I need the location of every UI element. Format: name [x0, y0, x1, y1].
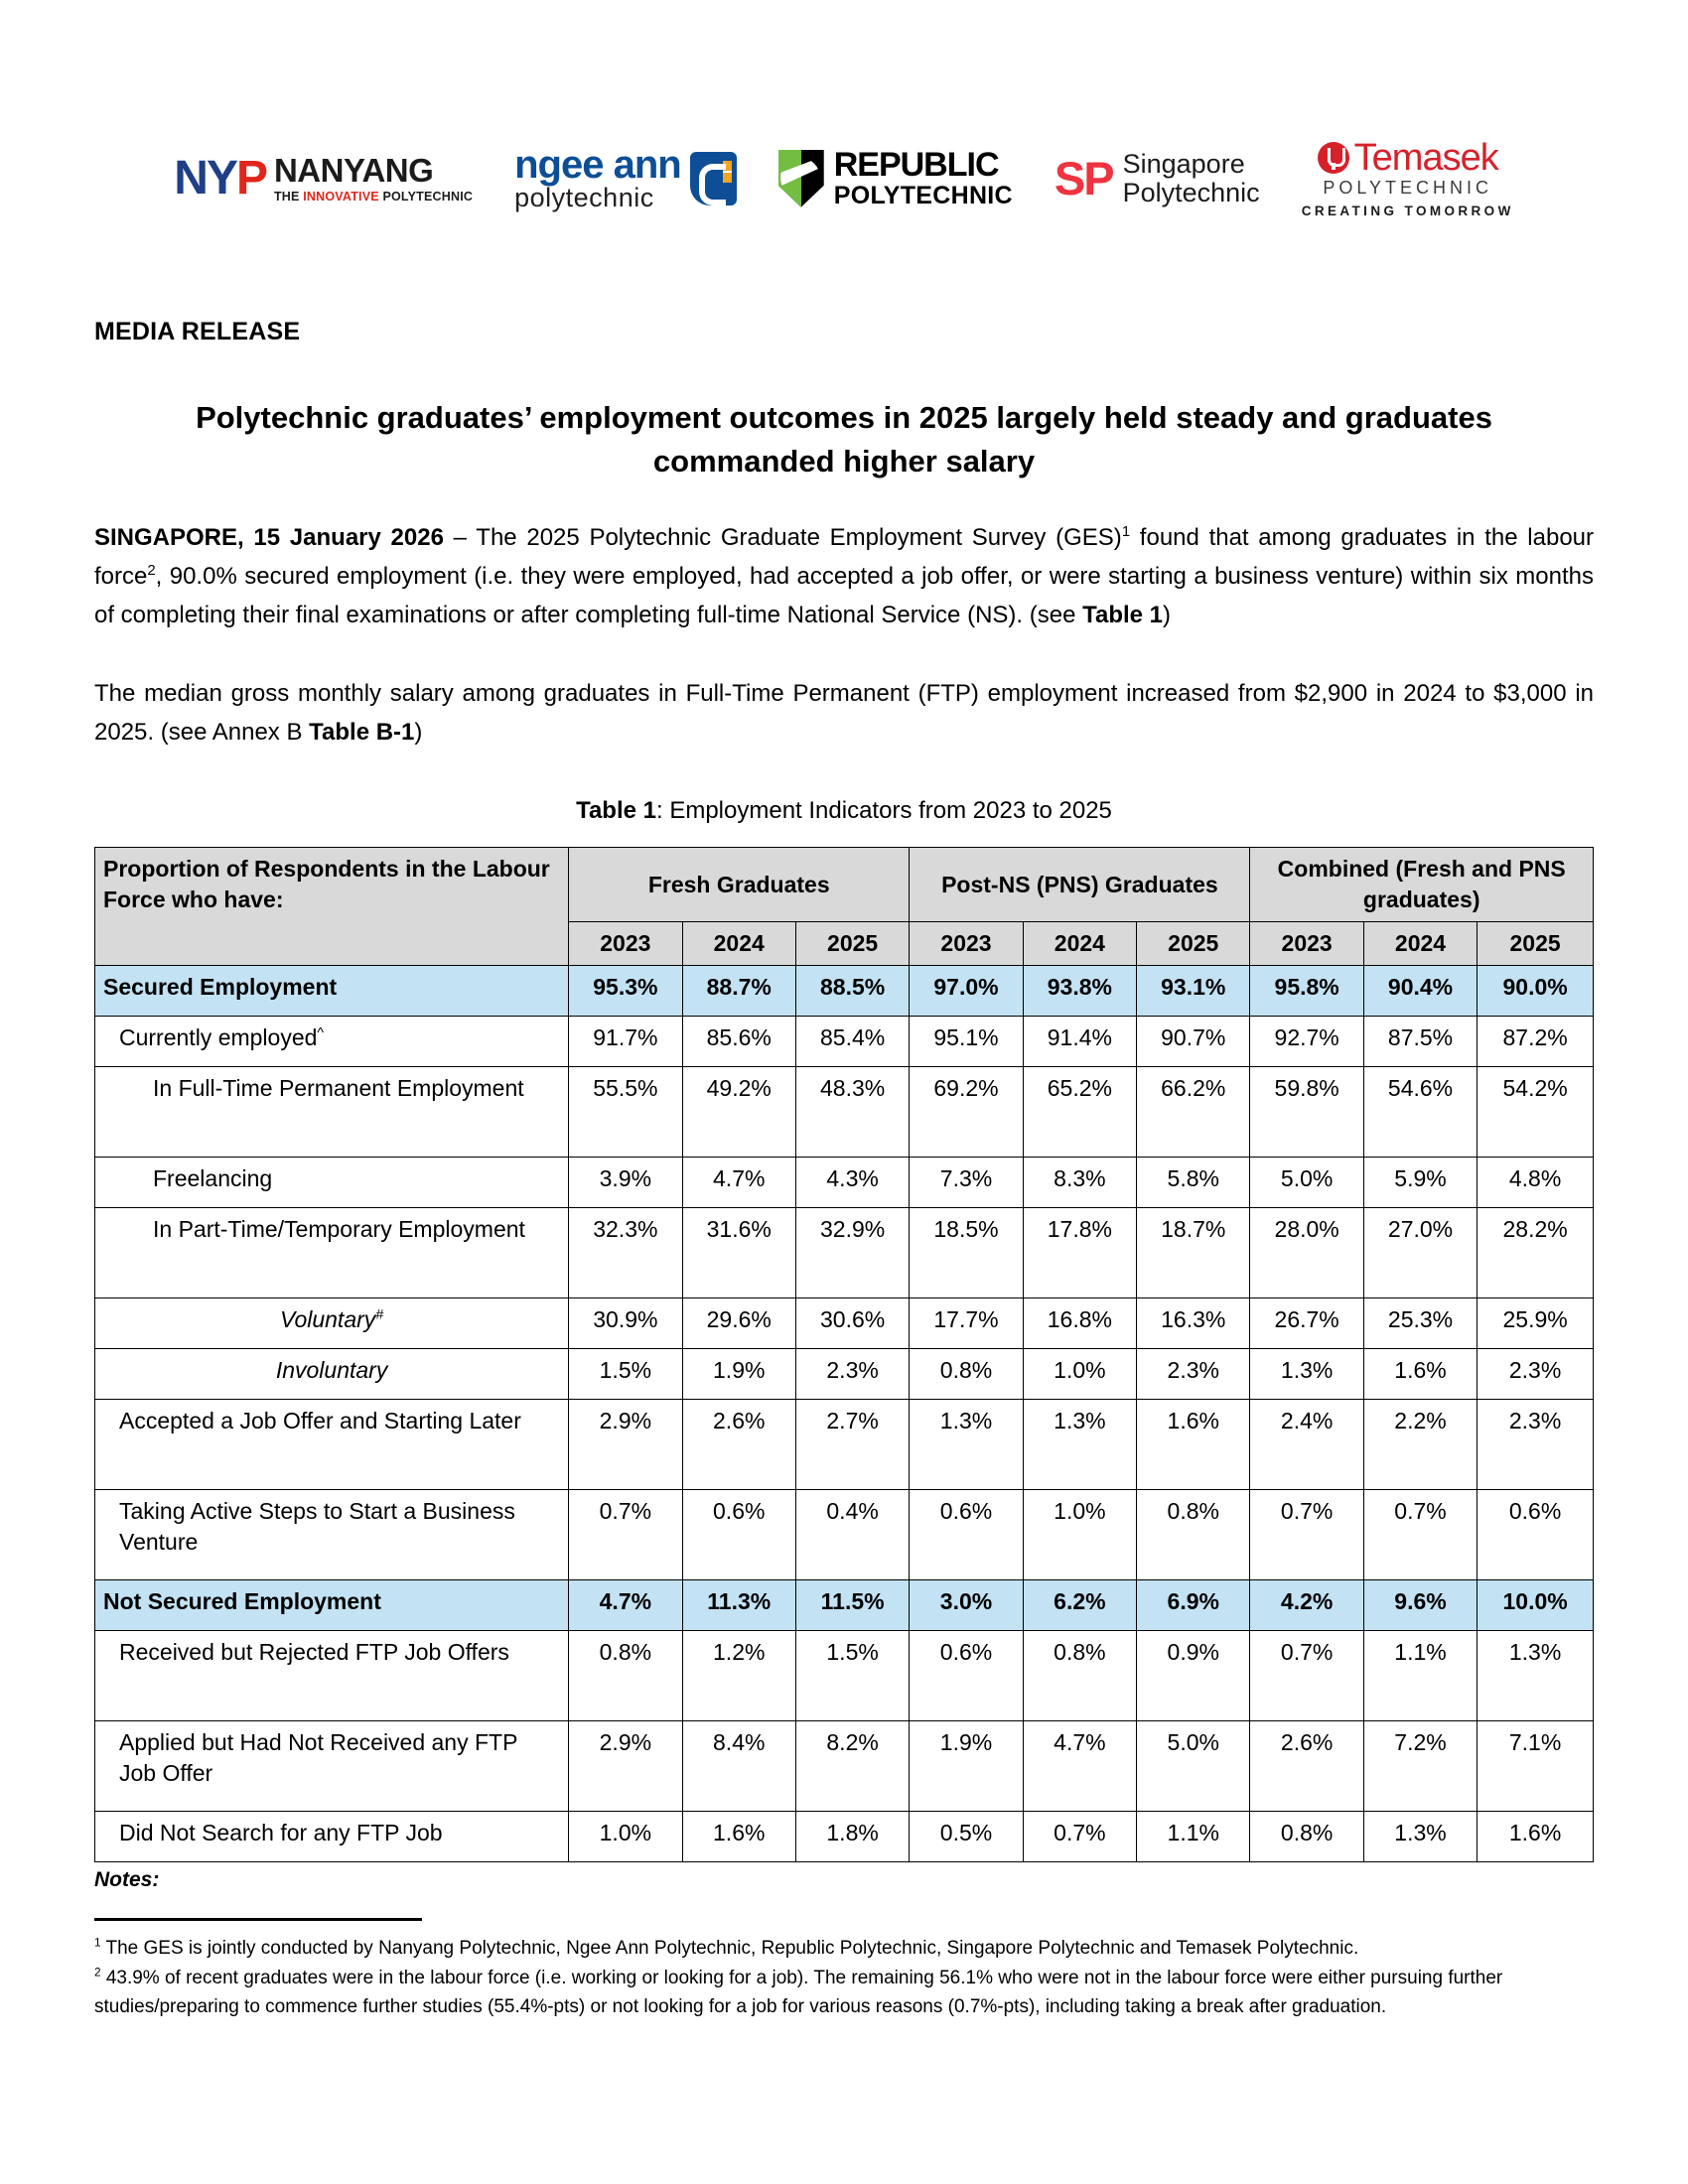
data-cell: 92.7%	[1250, 1016, 1363, 1066]
nyp-tagline: THE INNOVATIVE POLYTECHNIC	[273, 189, 474, 204]
table-row	[95, 1297, 1594, 1348]
data-cell: 2.4%	[1250, 1399, 1363, 1489]
data-cell: 1.9%	[682, 1348, 795, 1399]
data-cell: 90.7%	[1137, 1016, 1250, 1066]
data-cell: 5.0%	[1250, 1157, 1363, 1207]
data-cell: 87.5%	[1363, 1016, 1477, 1066]
data-cell: 1.3%	[1477, 1630, 1594, 1720]
ngee-ann-subwordmark: polytechnic	[514, 182, 654, 212]
table-row	[95, 1399, 1594, 1489]
row-label: Involuntary	[95, 1348, 569, 1399]
data-cell: 29.6%	[682, 1297, 795, 1348]
data-cell: 0.8%	[910, 1348, 1023, 1399]
data-cell: 2.9%	[569, 1720, 682, 1811]
table-row	[95, 1207, 1594, 1297]
data-cell: 1.5%	[569, 1348, 682, 1399]
data-cell: 66.2%	[1137, 1066, 1250, 1157]
footnote-ref-1: 1	[1121, 524, 1131, 541]
data-cell: 26.7%	[1250, 1297, 1363, 1348]
data-cell: 17.7%	[910, 1297, 1023, 1348]
republic-polytechnic-logo	[778, 148, 1013, 208]
data-cell: 0.4%	[795, 1489, 909, 1579]
employment-indicators-table	[94, 847, 1594, 1861]
group-header-fresh: Fresh Graduates	[569, 848, 910, 922]
data-cell: 91.4%	[1023, 1016, 1136, 1066]
data-cell: 16.8%	[1023, 1297, 1136, 1348]
data-cell: 1.0%	[1023, 1348, 1136, 1399]
group-header-pns: Post-NS (PNS) Graduates	[910, 848, 1250, 922]
row-label: Accepted a Job Offer and Starting Later	[95, 1399, 569, 1489]
data-cell: 2.9%	[569, 1399, 682, 1489]
polytechnic-logos-row	[0, 139, 1688, 218]
data-cell: 91.7%	[569, 1016, 682, 1066]
sp-monogram-icon: SP	[1054, 152, 1113, 205]
data-cell: 69.2%	[910, 1066, 1023, 1157]
temasek-wordmark: Temasek	[1353, 137, 1498, 179]
data-cell: 1.6%	[682, 1811, 795, 1861]
data-cell: 0.8%	[569, 1630, 682, 1720]
group-header-combined: Combined (Fresh and PNS graduates)	[1250, 848, 1594, 922]
stub-header: Proportion of Respondents in the Labour Force who have:	[95, 848, 569, 965]
data-cell: 6.2%	[1023, 1579, 1136, 1630]
row-label: Taking Active Steps to Start a Business Venture	[95, 1489, 569, 1579]
data-cell: 5.9%	[1363, 1157, 1477, 1207]
data-cell: 10.0%	[1477, 1579, 1594, 1630]
data-cell: 0.8%	[1137, 1489, 1250, 1579]
data-cell: 16.3%	[1137, 1297, 1250, 1348]
data-cell: 7.2%	[1363, 1720, 1477, 1811]
data-cell: 9.6%	[1363, 1579, 1477, 1630]
year-header: 2023	[910, 922, 1023, 966]
data-cell: 2.3%	[795, 1348, 909, 1399]
row-label: Did Not Search for any FTP Job	[95, 1811, 569, 1861]
data-cell: 2.6%	[1250, 1720, 1363, 1811]
page-title: Polytechnic graduates’ employment outcomes in 2025 largely held steady and graduates commanded higher salary	[196, 400, 1492, 479]
data-cell: 1.3%	[910, 1399, 1023, 1489]
data-cell: 2.3%	[1477, 1399, 1594, 1489]
table-row	[95, 1811, 1594, 1861]
temasek-tagline: CREATING TOMORROW	[1301, 203, 1514, 218]
republic-wordmark: REPUBLIC	[833, 146, 999, 185]
data-cell: 0.6%	[682, 1489, 795, 1579]
data-cell: 25.9%	[1477, 1297, 1594, 1348]
document-body	[94, 318, 1594, 2023]
data-cell: 4.7%	[1023, 1720, 1136, 1811]
data-cell: 25.3%	[1363, 1297, 1477, 1348]
year-header: 2025	[1477, 922, 1594, 966]
row-label: Currently employed^	[95, 1016, 569, 1066]
republic-shield-icon	[778, 150, 824, 207]
data-cell: 85.4%	[795, 1016, 909, 1066]
row-label: Voluntary#	[95, 1297, 569, 1348]
footnote-ref-2: 2	[147, 562, 156, 579]
data-cell: 8.4%	[682, 1720, 795, 1811]
data-cell: 8.2%	[795, 1720, 909, 1811]
data-cell: 2.2%	[1363, 1399, 1477, 1489]
data-cell: 87.2%	[1477, 1016, 1594, 1066]
row-label: In Part-Time/Temporary Employment	[95, 1207, 569, 1297]
table1-reference: Table 1	[1082, 601, 1164, 628]
data-cell: 2.3%	[1137, 1348, 1250, 1399]
table-row	[95, 1489, 1594, 1579]
data-cell: 2.7%	[795, 1399, 909, 1489]
data-cell: 6.9%	[1137, 1579, 1250, 1630]
data-cell: 0.7%	[1023, 1811, 1136, 1861]
data-cell: 7.1%	[1477, 1720, 1594, 1811]
data-cell: 48.3%	[795, 1066, 909, 1157]
data-cell: 2.3%	[1477, 1348, 1594, 1399]
year-header: 2025	[1137, 922, 1250, 966]
data-cell: 90.0%	[1477, 965, 1594, 1016]
table-head	[95, 848, 1594, 965]
data-cell: 0.5%	[910, 1811, 1023, 1861]
data-cell: 27.0%	[1363, 1207, 1477, 1297]
data-cell: 32.3%	[569, 1207, 682, 1297]
sp-wordmark-line2: Polytechnic	[1122, 177, 1260, 207]
data-cell: 0.9%	[1137, 1630, 1250, 1720]
data-cell: 7.3%	[910, 1157, 1023, 1207]
data-cell: 1.6%	[1137, 1399, 1250, 1489]
data-cell: 0.6%	[1477, 1489, 1594, 1579]
sp-wordmark-line1: Singapore	[1122, 148, 1245, 179]
temasek-seal-icon	[1318, 142, 1349, 174]
data-cell: 1.0%	[1023, 1489, 1136, 1579]
data-cell: 1.3%	[1023, 1399, 1136, 1489]
ngee-ann-badge-icon	[690, 152, 737, 205]
row-label: Not Secured Employment	[95, 1579, 569, 1630]
data-cell: 1.1%	[1137, 1811, 1250, 1861]
salary-paragraph: The median gross monthly salary among graduates in Full-Time Permanent (FTP) employment increased from $2,900 in 2024 to $3,000 in 2025. (see Annex B Table B-1)	[94, 679, 1594, 746]
year-header: 2023	[569, 922, 682, 966]
data-cell: 1.3%	[1250, 1348, 1363, 1399]
data-cell: 4.3%	[795, 1157, 909, 1207]
row-label: Applied but Had Not Received any FTP Job Offer	[95, 1720, 569, 1811]
data-cell: 1.1%	[1363, 1630, 1477, 1720]
ngee-ann-wordmark: ngee ann	[514, 142, 681, 187]
temasek-subwordmark: POLYTECHNIC	[1323, 178, 1493, 198]
data-cell: 59.8%	[1250, 1066, 1363, 1157]
year-header: 2024	[1363, 922, 1477, 966]
data-cell: 1.6%	[1477, 1811, 1594, 1861]
data-cell: 11.5%	[795, 1579, 909, 1630]
data-cell: 0.6%	[910, 1630, 1023, 1720]
data-cell: 0.7%	[1250, 1630, 1363, 1720]
nyp-wordmark: NANYANG	[273, 151, 434, 189]
data-cell: 49.2%	[682, 1066, 795, 1157]
data-cell: 65.2%	[1023, 1066, 1136, 1157]
data-cell: 30.9%	[569, 1297, 682, 1348]
nyp-monogram-icon: NYP	[174, 151, 266, 205]
data-cell: 90.4%	[1363, 965, 1477, 1016]
table-row	[95, 1348, 1594, 1399]
ngee-ann-polytechnic-logo	[514, 142, 737, 212]
table-row	[95, 1579, 1594, 1630]
data-cell: 0.8%	[1023, 1630, 1136, 1720]
data-cell: 5.0%	[1137, 1720, 1250, 1811]
year-header: 2023	[1250, 922, 1363, 966]
data-cell: 18.7%	[1137, 1207, 1250, 1297]
data-cell: 4.2%	[1250, 1579, 1363, 1630]
year-header: 2025	[795, 922, 909, 966]
row-label: Secured Employment	[95, 965, 569, 1016]
table-group-header-row	[95, 848, 1594, 922]
data-cell: 4.8%	[1477, 1157, 1594, 1207]
data-cell: 3.0%	[910, 1579, 1023, 1630]
data-cell: 0.7%	[1363, 1489, 1477, 1579]
nanyang-polytechnic-logo	[174, 151, 474, 205]
data-cell: 4.7%	[682, 1157, 795, 1207]
row-label: In Full-Time Permanent Employment	[95, 1066, 569, 1157]
data-cell: 28.2%	[1477, 1207, 1594, 1297]
data-cell: 17.8%	[1023, 1207, 1136, 1297]
data-cell: 11.3%	[682, 1579, 795, 1630]
data-cell: 93.1%	[1137, 965, 1250, 1016]
temasek-polytechnic-logo	[1302, 139, 1514, 218]
data-cell: 4.7%	[569, 1579, 682, 1630]
notes-label: Notes:	[94, 1867, 160, 1891]
data-cell: 30.6%	[795, 1297, 909, 1348]
intro-paragraph: SINGAPORE, 15 January 2026 – The 2025 Polytechnic Graduate Employment Survey (GES)$^1$ found that among graduates in the labour force$^2$, 90.0% secured employment (i.e. they were employed, had accepted a job offer, or were starting a business venture) within six months of completing their final examinations or after completing full-time National Service (NS). (see Table 1)	[94, 524, 1595, 628]
data-cell: 2.6%	[682, 1399, 795, 1489]
republic-subwordmark: POLYTECHNIC	[833, 182, 1013, 210]
table-body	[95, 965, 1594, 1861]
footnotes	[94, 1935, 1594, 2022]
data-cell: 31.6%	[682, 1207, 795, 1297]
data-cell: 0.6%	[910, 1489, 1023, 1579]
data-cell: 54.6%	[1363, 1066, 1477, 1157]
footnote-2: $^2$ 43.9% of recent graduates were in the labour force (i.e. working or looking for a job). The remaining 56.1% who were not in the labour force were either pursuing further studies/preparing to commence further studies (55.4%-pts) or not looking for a job for various reasons (0.7%-pts), including taking a break after graduation.	[94, 1967, 1503, 2017]
singapore-polytechnic-logo	[1055, 150, 1260, 207]
data-cell: 0.7%	[1250, 1489, 1363, 1579]
dateline: SINGAPORE, 15 January 2026	[94, 524, 444, 552]
data-cell: 28.0%	[1250, 1207, 1363, 1297]
row-label: Received but Rejected FTP Job Offers	[95, 1630, 569, 1720]
year-header: 2024	[1023, 922, 1136, 966]
data-cell: 1.8%	[795, 1811, 909, 1861]
data-cell: 1.3%	[1363, 1811, 1477, 1861]
data-cell: 0.7%	[569, 1489, 682, 1579]
data-cell: 55.5%	[569, 1066, 682, 1157]
data-cell: 93.8%	[1023, 965, 1136, 1016]
data-cell: 95.1%	[910, 1016, 1023, 1066]
table-row	[95, 1720, 1594, 1811]
data-cell: 85.6%	[682, 1016, 795, 1066]
data-cell: 1.0%	[569, 1811, 682, 1861]
data-cell: 88.5%	[795, 965, 909, 1016]
data-cell: 95.3%	[569, 965, 682, 1016]
footnote-1: $^1$ The GES is jointly conducted by Nanyang Polytechnic, Ngee Ann Polytechnic, Republic Polytechnic, Singapore Polytechnic and Temasek Polytechnic.	[94, 1936, 1359, 1959]
data-cell: 97.0%	[910, 965, 1023, 1016]
data-cell: 5.8%	[1137, 1157, 1250, 1207]
data-cell: 54.2%	[1477, 1066, 1594, 1157]
tableB1-reference: Table B-1	[309, 718, 415, 746]
data-cell: 1.2%	[682, 1630, 795, 1720]
data-cell: 8.3%	[1023, 1157, 1136, 1207]
footnote-divider	[94, 1918, 422, 1921]
data-cell: 3.9%	[569, 1157, 682, 1207]
media-release-label: MEDIA RELEASE	[94, 318, 301, 345]
data-cell: 1.9%	[910, 1720, 1023, 1811]
table-row	[95, 1066, 1594, 1157]
table-row	[95, 1630, 1594, 1720]
data-cell: 88.7%	[682, 965, 795, 1016]
row-label: Freelancing	[95, 1157, 569, 1207]
table-row	[95, 965, 1594, 1016]
table-row	[95, 1157, 1594, 1207]
data-cell: 95.8%	[1250, 965, 1363, 1016]
data-cell: 32.9%	[795, 1207, 909, 1297]
data-cell: 1.6%	[1363, 1348, 1477, 1399]
year-header: 2024	[682, 922, 795, 966]
data-cell: 0.8%	[1250, 1811, 1363, 1861]
table-row	[95, 1016, 1594, 1066]
table-caption: Table 1: Employment Indicators from 2023 to 2025	[576, 797, 1112, 825]
data-cell: 18.5%	[910, 1207, 1023, 1297]
data-cell: 1.5%	[795, 1630, 909, 1720]
